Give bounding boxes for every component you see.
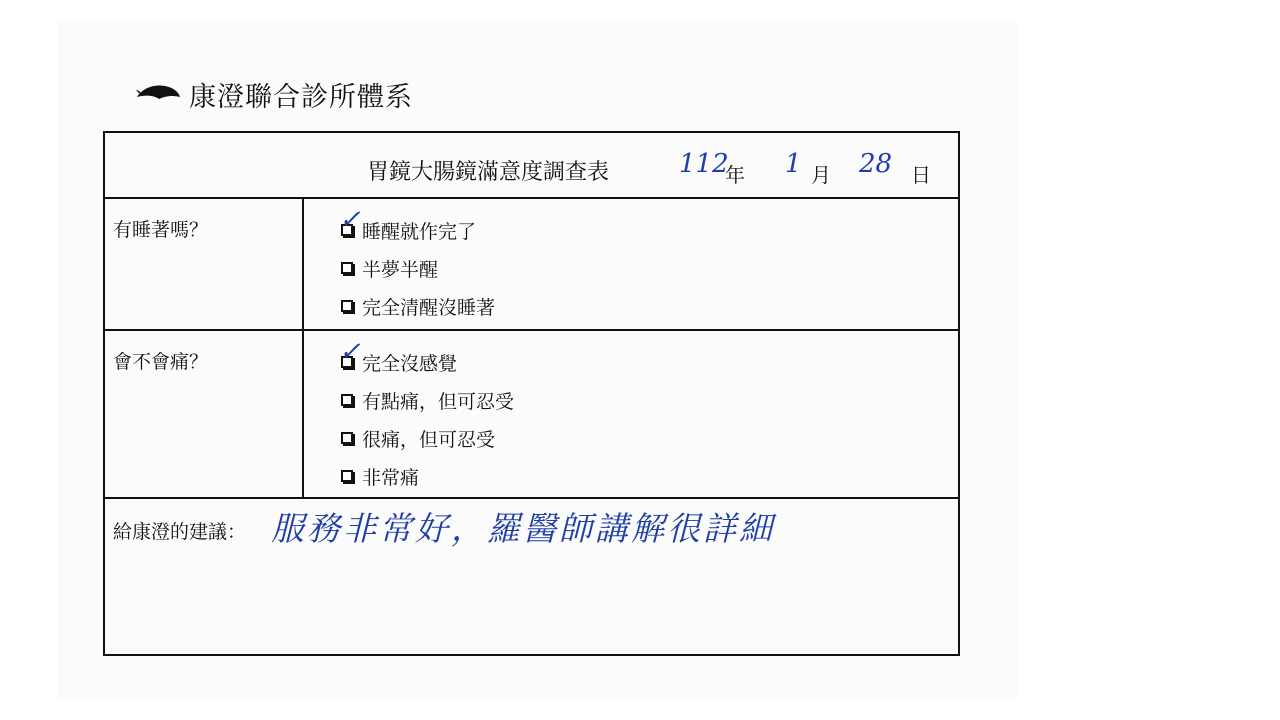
option-pain-1[interactable] xyxy=(339,337,514,381)
bird-logo-icon xyxy=(135,81,181,107)
clinic-name: 康澄聯合診所體系 xyxy=(189,81,413,113)
form-title: 胃鏡大腸鏡滿意度調查表 xyxy=(367,160,610,185)
checkbox[interactable] xyxy=(341,394,353,406)
column-divider xyxy=(302,199,304,329)
options-pain xyxy=(339,337,515,495)
date-day-unit: 日 xyxy=(911,163,931,187)
check-mark-icon: ✓ xyxy=(339,337,361,367)
option-label: 很痛，但可忍受 xyxy=(362,428,496,451)
option-label: 完全沒感覺 xyxy=(362,352,458,375)
date-day[interactable]: 28 xyxy=(859,149,893,179)
option-label: 有點痛，但可忍受 xyxy=(362,390,515,413)
question-row-pain xyxy=(105,331,958,499)
suggestion-label: 給康澄的建議： xyxy=(113,521,247,543)
suggestion-handwriting[interactable]: 服務非常好，羅醫師講解很詳細 xyxy=(271,509,775,548)
question-row-sleep xyxy=(105,199,958,331)
checkbox[interactable] xyxy=(341,432,353,444)
question-label-sleep: 有睡著嗎？ xyxy=(113,219,209,241)
option-pain-2[interactable] xyxy=(341,381,514,419)
option-sleep-1[interactable] xyxy=(339,205,495,249)
checkbox[interactable] xyxy=(341,262,353,274)
survey-form xyxy=(103,131,960,656)
suggestion-row xyxy=(105,497,958,654)
option-label: 睡醒就作完了 xyxy=(362,220,477,243)
question-label-pain: 會不會痛？ xyxy=(113,351,209,373)
date-month[interactable]: 1 xyxy=(785,149,802,179)
option-sleep-3[interactable] xyxy=(341,287,495,325)
checkbox[interactable] xyxy=(341,300,353,312)
option-label: 完全清醒沒睡著 xyxy=(362,296,496,319)
options-sleep xyxy=(339,205,496,325)
option-pain-4[interactable] xyxy=(341,457,514,495)
check-mark-icon: ✓ xyxy=(339,205,361,235)
date-year[interactable]: 112 xyxy=(679,149,729,179)
column-divider xyxy=(302,331,304,497)
title-row xyxy=(105,133,958,199)
option-pain-3[interactable] xyxy=(341,419,514,457)
letterhead xyxy=(135,74,413,114)
option-sleep-2[interactable] xyxy=(341,249,495,287)
date-month-unit: 月 xyxy=(811,163,831,187)
date-year-unit: 年 xyxy=(725,163,745,187)
checkbox[interactable] xyxy=(341,470,353,482)
option-label: 半夢半醒 xyxy=(362,258,439,281)
option-label: 非常痛 xyxy=(362,466,420,489)
